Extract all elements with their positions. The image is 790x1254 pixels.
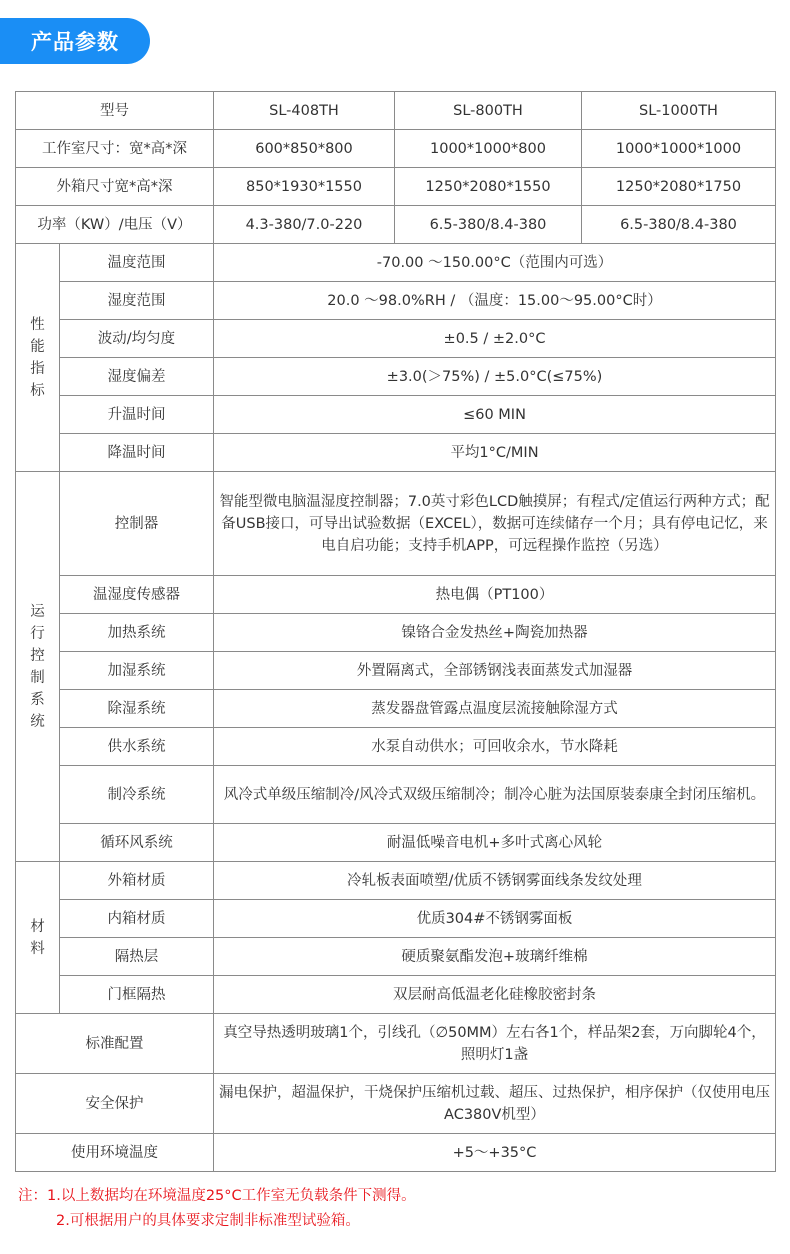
group-char: 行 [30, 625, 45, 642]
cell-value: 优质304#不锈钢雾面板 [214, 900, 776, 938]
row-label: 供水系统 [60, 728, 214, 766]
row-label: 隔热层 [60, 938, 214, 976]
row-label: 外箱材质 [60, 862, 214, 900]
model-name: SL-408TH [214, 92, 395, 130]
table-row [16, 728, 776, 766]
cell-value: ≤60 MIN [214, 396, 776, 434]
group-char: 运 [30, 603, 45, 620]
table-row [16, 824, 776, 862]
table-row [16, 862, 776, 900]
row-label: 外箱尺寸宽*高*深 [16, 168, 214, 206]
cell-value: 风冷式单级压缩制冷/风冷式双级压缩制冷；制冷心脏为法国原装泰康全封闭压缩机。 [214, 766, 776, 824]
table-row [16, 576, 776, 614]
cell-value: -70.00 ～150.00°C（范围内可选） [214, 244, 776, 282]
row-label: 循环风系统 [60, 824, 214, 862]
cell-value: 硬质聚氨酯发泡+玻璃纤维棉 [214, 938, 776, 976]
row-label: 湿度范围 [60, 282, 214, 320]
cell-value: 1250*2080*1550 [395, 168, 582, 206]
table-header-row [16, 92, 776, 130]
row-label: 内箱材质 [60, 900, 214, 938]
cell-value: 平均1°C/MIN [214, 434, 776, 472]
group-label-materials [16, 862, 60, 1014]
row-label: 标准配置 [16, 1014, 214, 1074]
table-row [16, 976, 776, 1014]
table-row [16, 358, 776, 396]
table-row [16, 614, 776, 652]
group-char: 性 [30, 316, 45, 333]
row-label: 升温时间 [60, 396, 214, 434]
table-row [16, 168, 776, 206]
row-label: 安全保护 [16, 1074, 214, 1134]
cell-value: 双层耐高低温老化硅橡胶密封条 [214, 976, 776, 1014]
cell-value: 蒸发器盘管露点温度层流接触除湿方式 [214, 690, 776, 728]
group-char: 统 [30, 713, 45, 730]
cell-value: 4.3-380/7.0-220 [214, 206, 395, 244]
group-char: 制 [30, 669, 45, 686]
row-label: 控制器 [60, 472, 214, 576]
row-label: 门框隔热 [60, 976, 214, 1014]
cell-value: 6.5-380/8.4-380 [395, 206, 582, 244]
section-title: 产品参数 [31, 30, 119, 54]
cell-value: 热电偶（PT100） [214, 576, 776, 614]
row-label: 加热系统 [60, 614, 214, 652]
table-row [16, 434, 776, 472]
group-char: 系 [30, 691, 45, 708]
row-label: 降温时间 [60, 434, 214, 472]
table-row [16, 766, 776, 824]
group-char: 指 [30, 360, 45, 377]
section-banner [0, 18, 150, 64]
cell-value: 水泵自动供水；可回收余水，节水降耗 [214, 728, 776, 766]
row-label: 使用环境温度 [16, 1134, 214, 1172]
table-row [16, 320, 776, 358]
cell-value: 漏电保护，超温保护，干烧保护压缩机过载、超压、过热保护，相序保护（仅使用电压AC380V机型） [214, 1074, 776, 1134]
table-row [16, 900, 776, 938]
group-label-operation [16, 472, 60, 862]
cell-value: 真空导热透明玻璃1个，引线孔（∅50MM）左右各1个，样品架2套，万向脚轮4个，照明灯1盏 [214, 1014, 776, 1074]
model-name: SL-1000TH [582, 92, 776, 130]
cell-value: 1000*1000*800 [395, 130, 582, 168]
cell-value: 600*850*800 [214, 130, 395, 168]
table-row [16, 472, 776, 576]
cell-value: 1000*1000*1000 [582, 130, 776, 168]
cell-value: 6.5-380/8.4-380 [582, 206, 776, 244]
table-row [16, 938, 776, 976]
table-row [16, 652, 776, 690]
row-label: 温湿度传感器 [60, 576, 214, 614]
group-char: 材 [30, 918, 45, 935]
row-label: 波动/均匀度 [60, 320, 214, 358]
row-label: 除湿系统 [60, 690, 214, 728]
spec-table [15, 91, 776, 1172]
row-label: 湿度偏差 [60, 358, 214, 396]
group-char: 能 [30, 338, 45, 355]
group-char: 标 [30, 382, 45, 399]
group-char: 料 [30, 940, 45, 957]
header-label: 型号 [16, 92, 214, 130]
cell-value: ±3.0(＞75%) / ±5.0°C(≤75%) [214, 358, 776, 396]
cell-value: 智能型微电脑温湿度控制器；7.0英寸彩色LCD触摸屏；有程式/定值运行两种方式；配备USB接口，可导出试验数据（EXCEL），数据可连续储存一个月；具有停电记忆，来电自启功能；支持手机APP，可远程操作监控（另选） [214, 472, 776, 576]
table-row [16, 396, 776, 434]
table-row [16, 1074, 776, 1134]
table-row [16, 130, 776, 168]
footnote-line: 注：1.以上数据均在环境温度25°C工作室无负载条件下测得。 [18, 1188, 416, 1204]
table-row [16, 690, 776, 728]
cell-value: 冷轧板表面喷塑/优质不锈钢雾面线条发纹处理 [214, 862, 776, 900]
cell-value: 镍铬合金发热丝+陶瓷加热器 [214, 614, 776, 652]
footnotes [18, 1184, 416, 1234]
table-row [16, 206, 776, 244]
row-label: 功率（KW）/电压（V） [16, 206, 214, 244]
cell-value: +5～+35°C [214, 1134, 776, 1172]
cell-value: 耐温低噪音电机+多叶式离心风轮 [214, 824, 776, 862]
table-row [16, 244, 776, 282]
table-row [16, 1134, 776, 1172]
cell-value: 1250*2080*1750 [582, 168, 776, 206]
cell-value: 850*1930*1550 [214, 168, 395, 206]
row-label: 温度范围 [60, 244, 214, 282]
cell-value: 外置隔离式，全部锈钢浅表面蒸发式加湿器 [214, 652, 776, 690]
row-label: 工作室尺寸：宽*高*深 [16, 130, 214, 168]
table-row [16, 1014, 776, 1074]
cell-value: 20.0 ～98.0%RH / （温度：15.00～95.00°C时） [214, 282, 776, 320]
cell-value: ±0.5 / ±2.0°C [214, 320, 776, 358]
group-char: 控 [30, 647, 45, 664]
group-label-performance [16, 244, 60, 472]
row-label: 制冷系统 [60, 766, 214, 824]
table-row [16, 282, 776, 320]
model-name: SL-800TH [395, 92, 582, 130]
footnote-line: 2.可根据用户的具体要求定制非标准型试验箱。 [56, 1213, 360, 1229]
row-label: 加湿系统 [60, 652, 214, 690]
